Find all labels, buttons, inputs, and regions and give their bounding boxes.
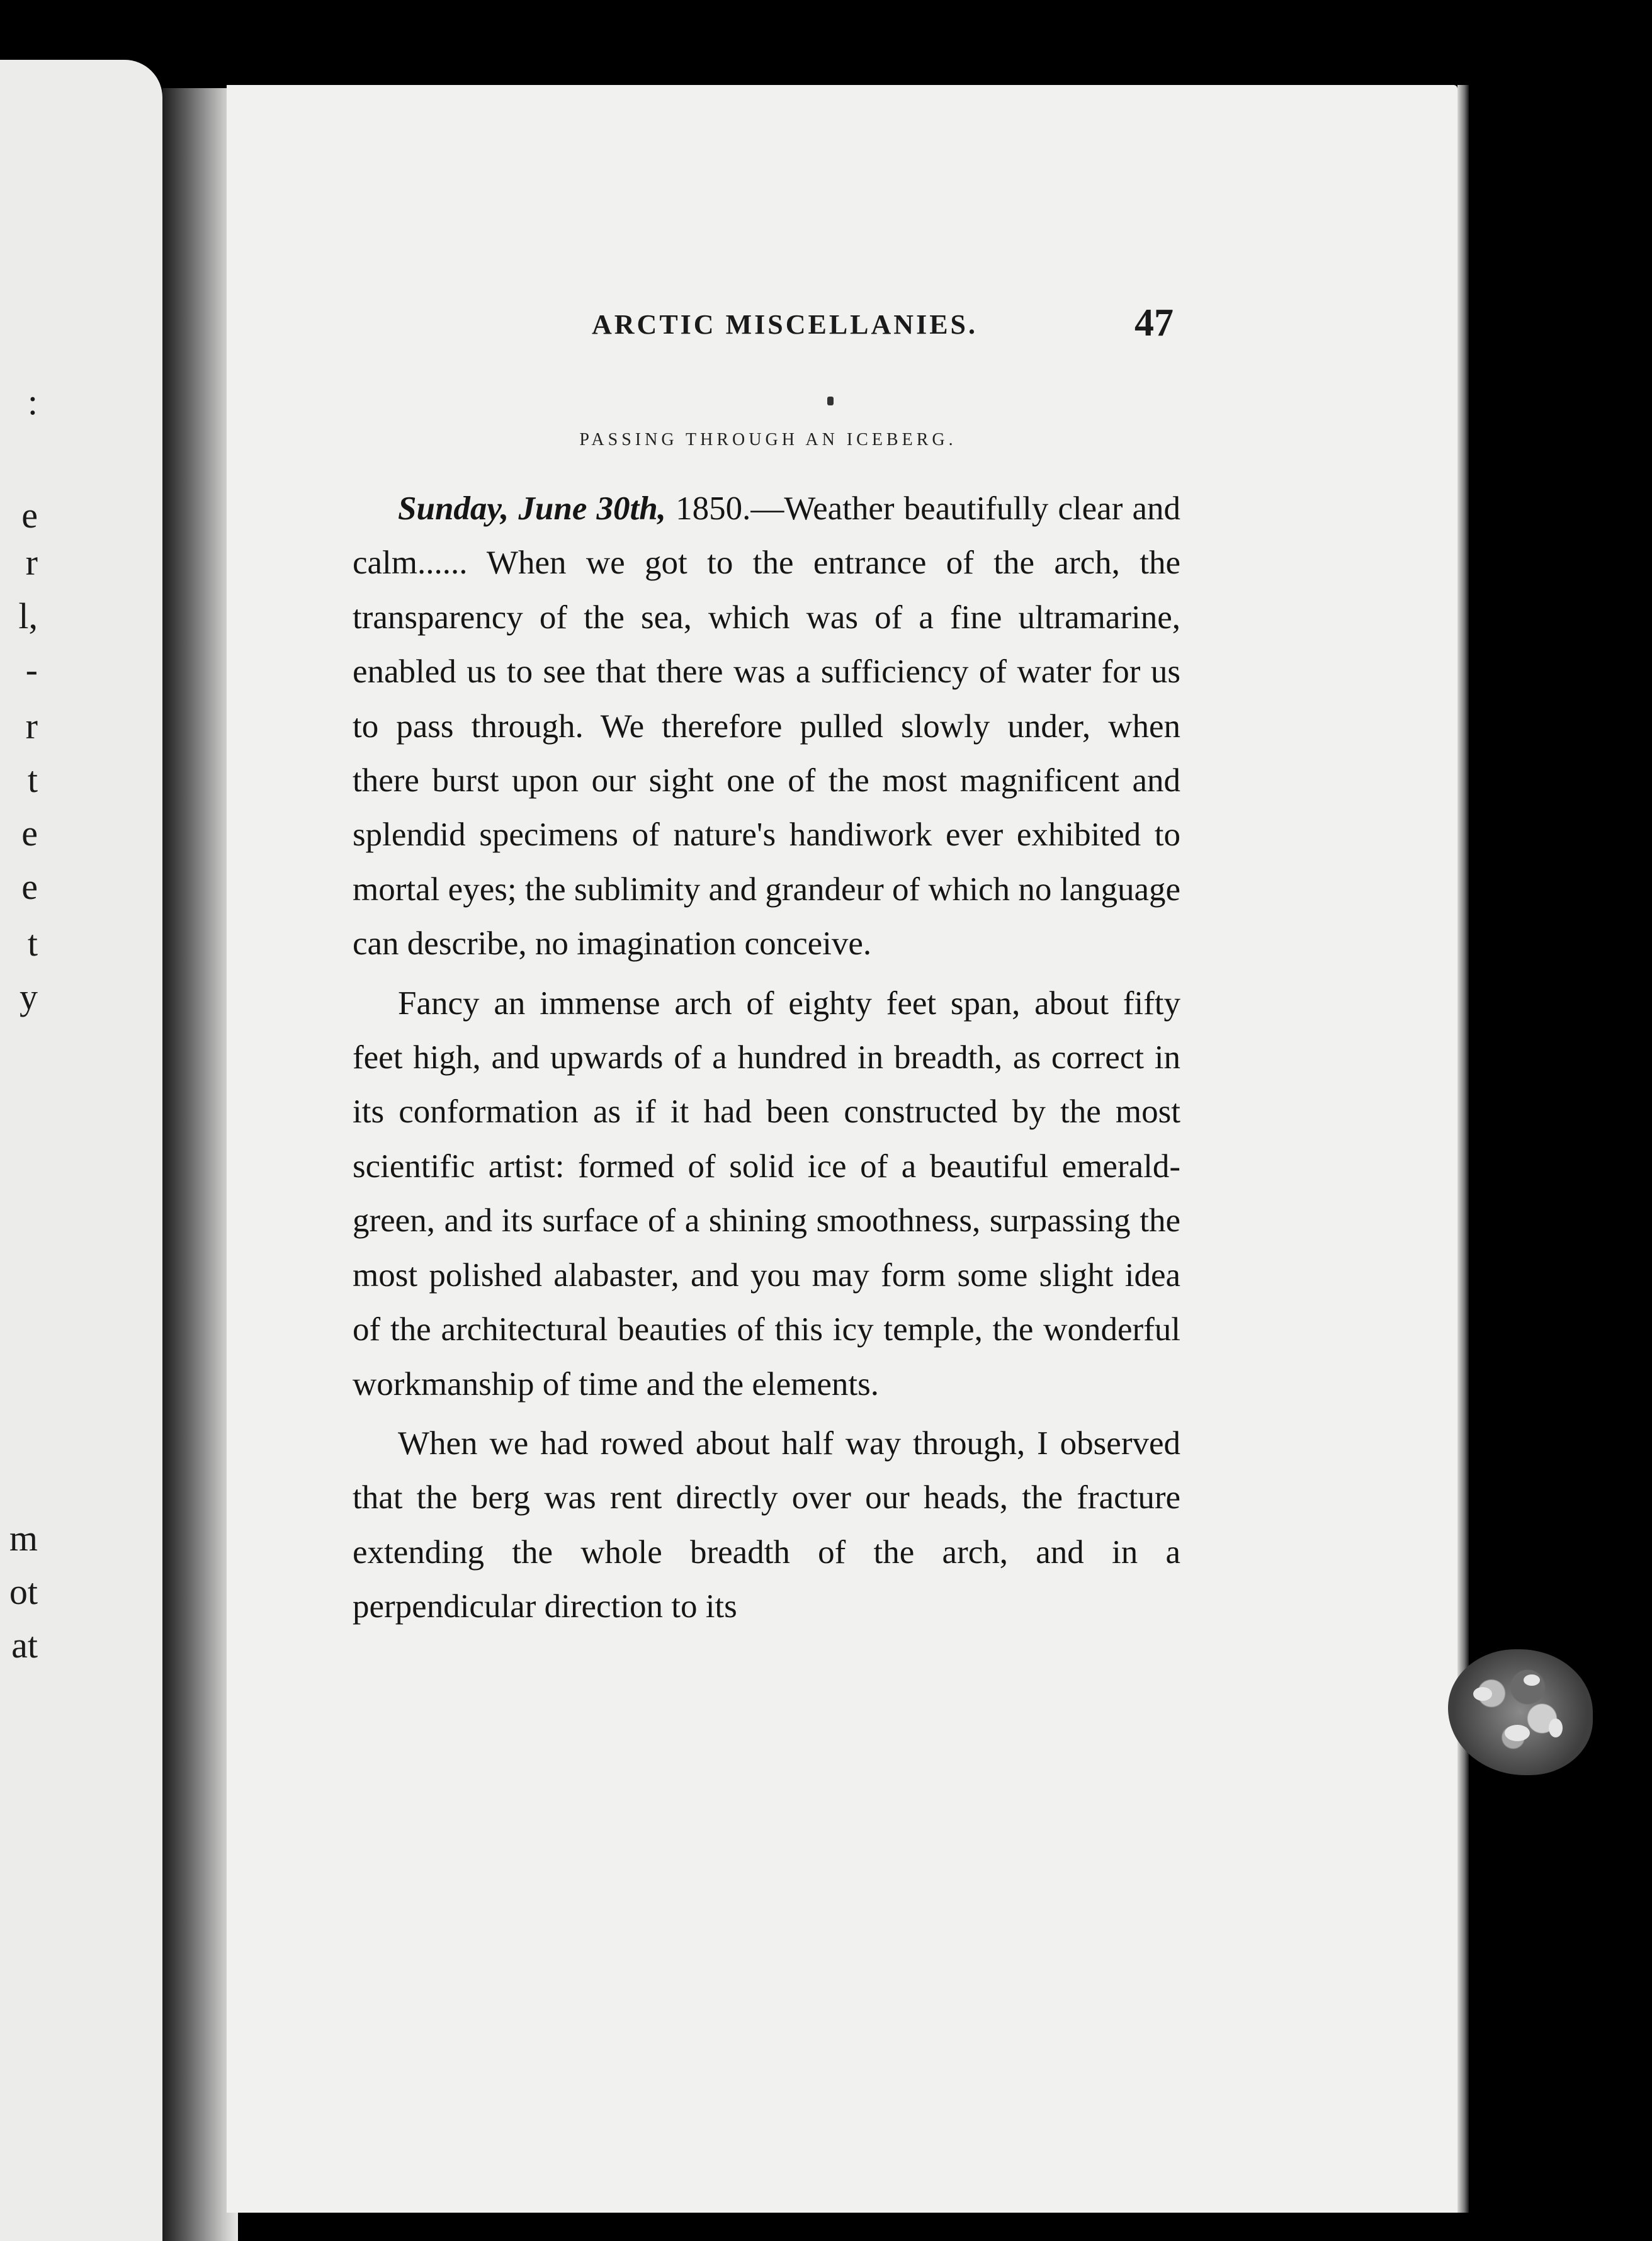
paragraph-text: Fancy an immense arch of eighty feet span, about fifty feet high, and upwards of a hundred in breadth, as correct in its conformation as if it had been constructed by the most scientific artist: formed of solid ice of a beautiful emerald-green, and its surface of a shining smoothness, surpassing the most polished alabaster, and you may form some slight idea of the architectural beauties of this icy temple, the wonderful workmanship of time and the elements. <box>353 985 1180 1403</box>
paragraph-text: 1850.—Weather beautifully clear and calm...... When we got to the entrance of the arch, the transparency of the sea, which was of a fine ultramarine, enabled us to see that there was a sufficiency of water for us to pass through. We therefore pulled slowly under, when there burst upon our sight one of the most magnificent and splendid specimens of nature's handiwork ever exhibited to mortal eyes; the sublimity and grandeur of which no language can describe, no imagination conceive. <box>353 490 1181 962</box>
facing-page-fragment: t <box>27 923 38 964</box>
library-stamp-blot <box>1448 1649 1593 1775</box>
facing-page-fragment: - <box>25 649 38 690</box>
facing-page-fragment: l, <box>18 596 38 636</box>
facing-page <box>0 60 162 2241</box>
page-edge-shadow <box>1457 85 1469 2213</box>
paragraph <box>353 482 1180 971</box>
paragraph <box>353 976 1180 1411</box>
facing-page-fragment: r <box>25 706 38 747</box>
facing-page-fragment: e <box>21 495 38 536</box>
page-number: 47 <box>1134 302 1174 344</box>
date-italic: Sunday, June 30th, <box>398 490 666 527</box>
facing-page-fragment: e <box>21 813 38 854</box>
facing-page-fragment: ot <box>9 1571 38 1612</box>
paragraph-text: When we had rowed about half way through, I observed that the berg was rent directly over our heads, the fracture extending the whole breadth of the arch, and in a perpendicular direction to its <box>353 1425 1180 1625</box>
section-heading: PASSING THROUGH AN ICEBERG. <box>579 430 957 449</box>
facing-page-fragment: m <box>9 1518 38 1559</box>
facing-page-fragment: t <box>27 759 38 800</box>
facing-page-fragment: y <box>20 976 38 1017</box>
facing-page-fragment: e <box>21 866 38 907</box>
ink-speck <box>827 397 834 405</box>
facing-page-fragment: at <box>11 1625 38 1666</box>
paragraph <box>353 1416 1180 1634</box>
facing-page-fragment: r <box>25 542 38 583</box>
body-text <box>353 482 1180 1634</box>
running-title: ARCTIC MISCELLANIES. <box>592 309 978 340</box>
facing-page-fragment: : <box>27 381 38 422</box>
